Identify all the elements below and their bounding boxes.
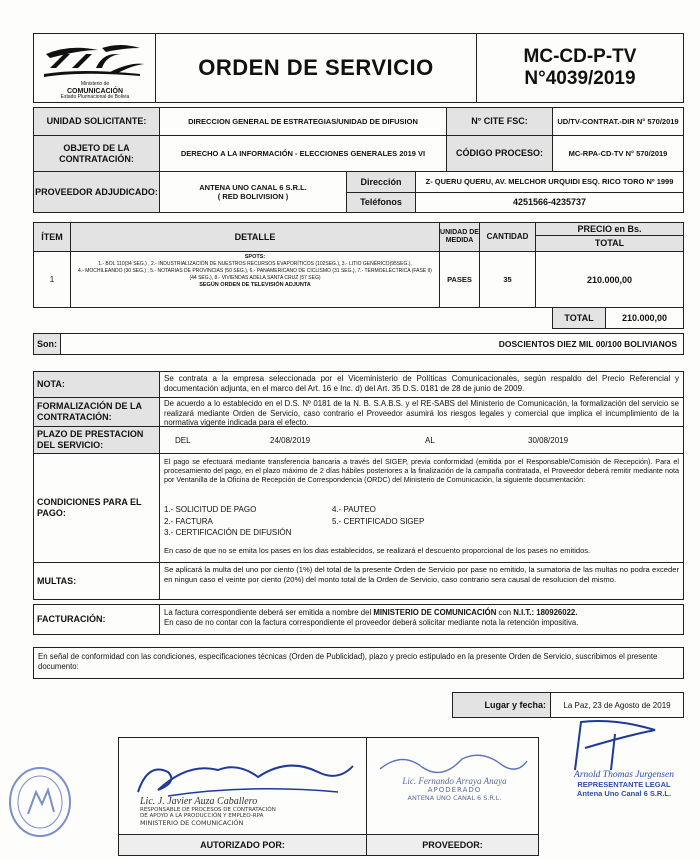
detail-line1: 1.- BOL 110(34 SEG.) , 2.- INDUSTRIALIZACIÓN DE NUESTROS RECURSOS EVAPORÍTICOS (102SEG.), 3.- LITIO GENÉRICO(95SEG.), — [98, 261, 412, 268]
col-precio-header: PRECIO en Bs. — [535, 222, 684, 236]
direccion-value: Z- QUERU QUERU, AV. MELCHOR URQUIDI ESQ. RICO TORO Nº 1999 — [415, 171, 684, 193]
facturacion-nit: N.I.T.: 180926022. — [513, 608, 578, 617]
condiciones-label: CONDICIONES PARA EL PAGO: — [33, 453, 160, 563]
middle-signer-name: Lic. Fernando Arraya Anaya — [402, 776, 507, 786]
plazo-label: PLAZO DE PRESTACION DEL SERVICIO: — [33, 426, 160, 454]
col-item-header: ÍTEM — [33, 222, 71, 252]
proveedor-name: ANTENA UNO CANAL 6 S.R.L. — [199, 182, 307, 192]
left-signer-title1: RESPONSABLE DE PROCESOS DE CONTRATACIÓN — [140, 807, 276, 813]
unidad-value: DIRECCION GENERAL DE ESTRATEGIAS/UNIDAD DE DIFUSION — [159, 107, 447, 136]
logo-line2: COMUNICACIÓN — [67, 87, 123, 95]
left-signer-title3: MINISTERIO DE COMUNICACIÓN — [140, 819, 244, 827]
plazo-box — [159, 426, 684, 454]
autorizado-label: AUTORIZADO POR: — [118, 834, 367, 856]
right-signer-name: Arnold Thomas Jurgensen — [574, 770, 674, 780]
facturacion-text-a: La factura correspondiente deberá ser emitida a nombre del — [164, 608, 374, 617]
unidad-label: UNIDAD SOLICITANTE: — [33, 107, 160, 136]
nota-label: NOTA: — [33, 371, 160, 398]
right-signer-title1: REPRESENTANTE LEGAL — [577, 780, 671, 789]
son-value: DOSCIENTOS DIEZ MIL 00/100 BOLIVIANOS — [60, 333, 684, 355]
left-signature-scribble-icon — [128, 752, 358, 802]
conformidad-text: En señal de conformidad con las condiciones, especificaciones técnicas (Orden de Publicidad), plazo y precio estipulado en la presente Orden de Servicio, suscribimos el presente documento: — [33, 647, 684, 679]
formalizacion-label: FORMALIZACIÓN DE LA CONTRATACIÓN: — [33, 397, 160, 427]
right-signature-scribble-icon — [555, 714, 675, 774]
order-code: MC-CD-P-TV — [523, 46, 637, 67]
round-seal-icon — [6, 762, 76, 842]
doc-certificado-sigep: 5.- CERTIFICADO SIGEP — [332, 516, 425, 526]
title-box — [155, 33, 477, 103]
col-unidad-header: UNIDAD DE MEDIDA — [439, 222, 480, 252]
detail-footer: SEGÚN ORDEN DE TELEVISIÓN ADJUNTA — [199, 281, 311, 288]
facturacion-label: FACTURACIÓN: — [33, 604, 160, 635]
formalizacion-text: De acuerdo a lo establecido en el D.S. Nº 0181 de la N. B. S.A.B.S. y el RE-SABS del Ministerio de Comunicación, la formalización del servicio se realizará mediante Orden de Servicio, caso contrario el Proveedor asumirá los riesgos legales y comercial que implica el incumplimiento de la normativa vigente indicada para el efecto. — [159, 397, 684, 427]
doc-certificacion: 3.- CERTIFICACIÓN DE DIFUSIÓN — [164, 528, 292, 538]
lugar-value: La Paz, 23 de Agosto de 2019 — [550, 692, 684, 718]
doc-solicitud: 1.- SOLICITUD DE PAGO — [164, 505, 257, 514]
direccion-label: Dirección — [346, 171, 416, 193]
grand-total-value: 210.000,00 — [605, 307, 684, 329]
objeto-label: OBJETO DE LA CONTRATACIÓN: — [33, 135, 160, 172]
row-detalle — [70, 251, 440, 308]
row-unidad: PASES — [439, 251, 480, 308]
son-label: Son: — [33, 333, 61, 355]
col-detalle-header: DETALLE — [70, 222, 440, 252]
doc-factura: 2.- FACTURA — [164, 516, 213, 526]
plazo-del-label: DEL — [175, 436, 191, 445]
ministry-logo-icon — [40, 40, 150, 80]
facturacion-text-c: con — [496, 608, 514, 617]
facturacion-box — [159, 604, 684, 635]
middle-stamp — [372, 776, 537, 802]
row-cantidad: 35 — [479, 251, 536, 308]
condiciones-box — [159, 453, 684, 563]
proveedor-network: ( RED BOLIVISION ) — [217, 192, 289, 201]
multas-label: MULTAS: — [33, 562, 160, 600]
left-stamp — [140, 796, 360, 827]
cite-value: UD/TV-CONTRAT.-DIR N° 570/2019 — [552, 107, 684, 136]
proveedor-label: PROVEEDOR ADJUDICADO: — [33, 171, 160, 213]
order-number-box — [476, 33, 684, 103]
proveedor-sign-label: PROVEEDOR: — [366, 834, 539, 856]
logo-box — [33, 33, 156, 103]
middle-signer-title1: APODERADO — [427, 786, 482, 794]
col-cantidad-header: CANTIDAD — [479, 222, 536, 252]
condiciones-intro: El pago se efectuará mediante transferencia bancaria a través del SIGEP, previa conformidad (emitida por el Responsable/Comisión de Recepción). Para el procesamiento del pago, en el plazo máximo de 2 días hábiles posteriores a la finalización de la campaña contratada, el Proveedor deberá remitir mediante nota por Ventanilla de la Oficina de Recepción de Correspondencia (ORDC) del Ministerio de Comunicación, la siguiente documentación: — [164, 457, 679, 485]
proveedor-value — [159, 171, 347, 213]
right-stamp — [555, 770, 693, 798]
plazo-del-value: 24/08/2019 — [270, 436, 311, 445]
facturacion-ministry: MINISTERIO DE COMUNICACIÓN — [373, 608, 497, 617]
codigo-value: MC-RPA-CD-TV N° 570/2019 — [552, 135, 684, 172]
facturacion-text2: En caso de no contar con la factura correspondiente el proveedor deberá solicitar mediante nota la retención impositiva. — [164, 618, 579, 628]
spots-label: SPOTS: — [244, 254, 266, 260]
row-total: 210.000,00 — [535, 251, 684, 308]
telefonos-label: Teléfonos — [346, 192, 416, 213]
condiciones-closing: En caso de que no se emita los pases en los dias establecidos, se realizará el descuento proporcional de los pases no emitidos. — [164, 546, 591, 555]
middle-signer-title2: ANTENA UNO CANAL 6 S.R.L. — [407, 794, 502, 802]
plazo-al-label: AL — [425, 436, 435, 445]
condiciones-docs-right — [332, 504, 424, 527]
doc-pauteo: 4.- PAUTEO — [332, 505, 376, 514]
document-title: ORDEN DE SERVICIO — [198, 55, 434, 80]
grand-total-label: TOTAL — [552, 307, 606, 329]
codigo-label: CÓDIGO PROCESO: — [446, 135, 553, 172]
right-signer-title2: Antena Uno Canal 6 S.R.L. — [576, 789, 672, 798]
logo-line1: Ministerio de — [80, 81, 110, 87]
order-number: N°4039/2019 — [524, 68, 636, 89]
telefonos-value: 4251566-4235737 — [415, 192, 684, 213]
multas-text: Se aplicará la multa del uno por ciento (1%) del total de la presente Orden de Servicio por pase no emitido, la sumatoria de las multas no podra exceder en ningun caso el veinte por ciento (20%) del monto total de la Orden de Servicio, caso contrario sera causal de resolucion del mismo. — [159, 562, 684, 600]
cite-label: N° CITE FSC: — [446, 107, 553, 136]
lugar-label: Lugar y fecha: — [452, 692, 551, 718]
condiciones-docs-left — [164, 504, 291, 539]
left-signer-title2: DE APOYO A LA PRODUCCIÓN Y EMPLEO-RPA — [140, 813, 264, 819]
col-total-header: TOTAL — [535, 235, 684, 252]
row-item: 1 — [33, 251, 71, 308]
plazo-al-value: 30/08/2019 — [528, 436, 569, 445]
logo-line3: Estado Plurinacional de Bolivia — [60, 94, 130, 101]
left-signer-name: Lic. J. Javier Auza Caballero — [140, 796, 258, 807]
detail-line2: 4.- MOCHILEANDO (30 SEG.) , 5.- NOTARIAS DE PROVINCIAS (50 SEG.), 6.- PANAMERICANO DE CICLISMO (31 SEG.), 7.- TERMOELÉCTRICA (FASE II) (44 SEG.), 8.- VIVIENDAS ADELA SANTA CRUZ (57 SEG) — [78, 268, 432, 281]
objeto-value: DERECHO A LA INFORMACIÓN - ELECCIONES GENERALES 2019 VI — [159, 135, 447, 172]
nota-text: Se contrata a la empresa seleccionada por el Viceministerio de Políticas Comunicacionales, según respaldo del Precio Referencial y documentación adjunta, en el marco del Art. 16 e Inc. d) del Art. 35 D.S. 0181 de 28 de junio de 2009. — [159, 371, 684, 398]
